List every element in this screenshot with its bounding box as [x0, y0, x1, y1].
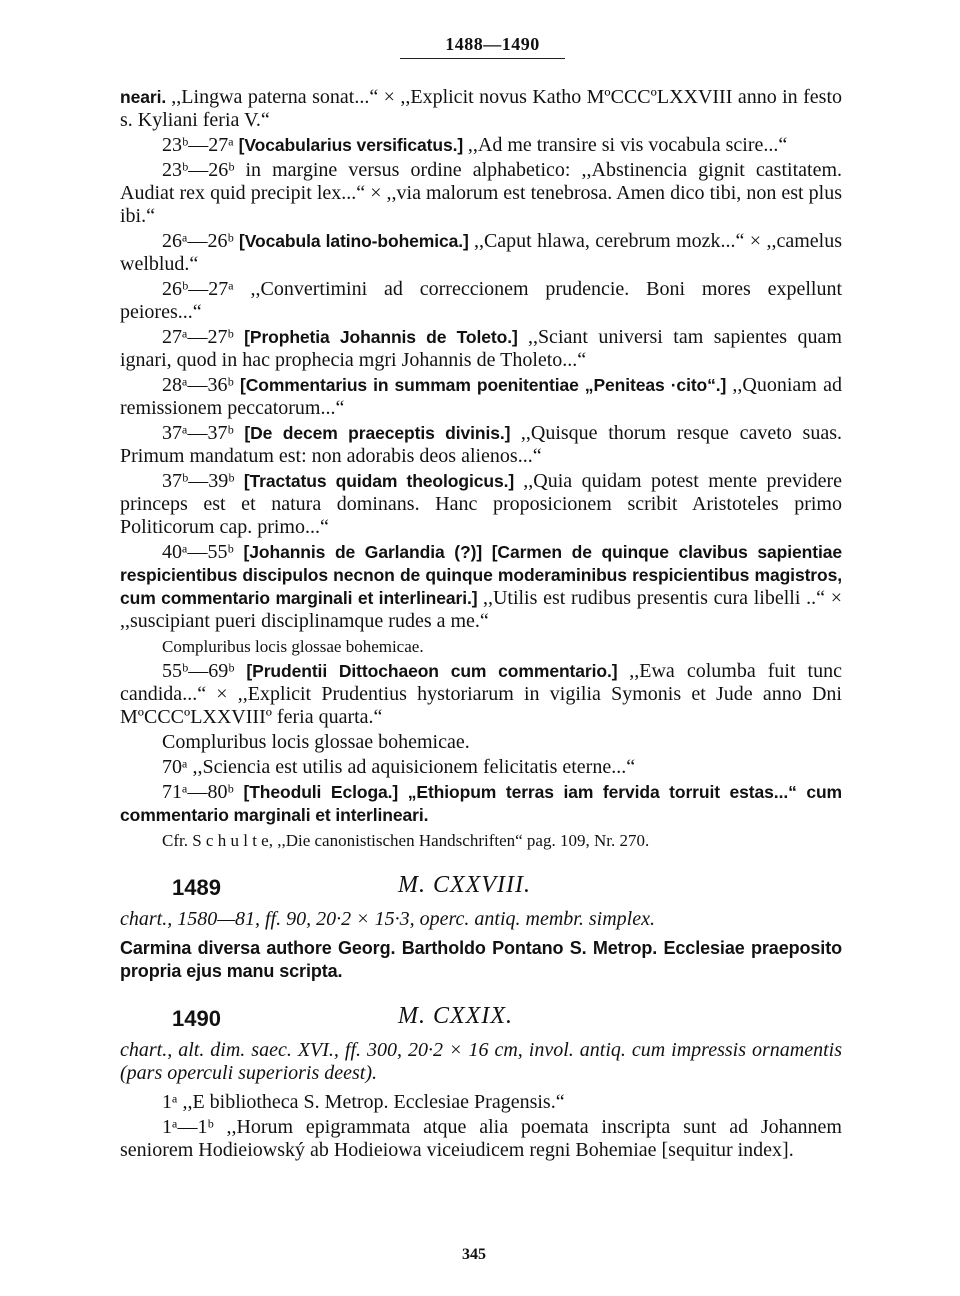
item-title: [Prophetia Johannis de Toleto.] — [244, 327, 528, 347]
entry-1490-description: chart., alt. dim. saec. XVI., ff. 300, 20·2 × 16 cm, invol. antiq. cum impressis ornamentis (pars operculi superioris deest). — [120, 1039, 842, 1084]
entry-1490-line-2: 1ᵃ—1ᵇ ,,Horum epigrammata atque alia poemata inscripta sunt ad Johannem seniorem Hodieiowský ab Hodieiowa viceiudicem regni Bohemiae [sequitur index]. — [120, 1116, 842, 1161]
item-70a — [120, 756, 842, 779]
incipit: ,,Caput hlawa, cerebrum mozk...“ × ,,camelus welblud.“ — [120, 230, 842, 275]
incipit: ,,Quisque thorum resque caveto suas. Primum mandatum est: non adorabis deos alienos...“ — [120, 422, 842, 467]
item-23b-26b — [120, 159, 842, 228]
text: 23ᵇ—26ᵇ in margine versus ordine alphabetico: ,,Abstinencia gignit castitatem. Audiat rex quid precipit lex...“ × ,,via malorum est tenebrosa. Amen dico tibi, non est plus ibi.“ — [120, 159, 842, 227]
item-37b-39b — [120, 470, 842, 539]
folio: 27ᵃ—27ᵇ — [162, 326, 245, 348]
entry-number: 1490 — [172, 1006, 221, 1031]
item-23b-27a — [120, 134, 842, 157]
text: ,,Lingwa paterna sonat...“ × ,,Explicit novus Katho MºCCCºLXXVIII anno in festo s. Kyliani feria V.“ — [120, 86, 842, 131]
folio: 71ᵃ—80ᵇ — [162, 781, 244, 803]
item-28a-36b — [120, 374, 842, 420]
folio: 37ᵇ—39ᵇ — [162, 470, 244, 492]
incipit: ,,Quoniam ad remissionem peccatorum...“ — [120, 374, 842, 419]
page-number: 345 — [462, 1246, 486, 1263]
entry-1490-heading — [120, 1003, 842, 1039]
entry-1489-heading — [120, 872, 842, 908]
item-55b-69b — [120, 660, 842, 729]
folio: 26ᵃ—26ᵇ — [162, 230, 240, 252]
item-71a-80b — [120, 781, 842, 827]
folio: 23ᵇ—27ᵃ — [162, 134, 239, 156]
bold-text: neari. — [120, 87, 172, 107]
item-26a-26b — [120, 230, 842, 276]
running-header: 1488—1490 — [445, 34, 540, 54]
item-title: [Johannis de Garlandia (?)] [Carmen de quinque clavibus sapientiae respicientibus discipulos necnon de quinque moderaminibus respicientibus magistros, cum commentario marginali et interlineari.] — [120, 542, 842, 608]
item-title: [Theoduli Ecloga.] „Ethiopum terras iam fervida torruit estas...“ cum commentario marginali et interlineari. — [120, 782, 842, 825]
item-title: [Prudentii Dittochaeon cum commentario.] — [246, 661, 630, 681]
item-title: [Tractatus quidam theologicus.] — [243, 471, 524, 491]
incipit: ,,Ewa columba fuit tunc candida...“ × ,,Explicit Prudentius hystoriarum in vigilia Symonis et Jude anno Dni MºCCCºLXXVIIIº feria quarta.“ — [120, 660, 842, 728]
item-title: [Vocabula latino-bohemica.] — [239, 231, 474, 251]
item-40a-55b — [120, 541, 842, 633]
entry-1489-description: chart., 1580—81, ff. 90, 20·2 × 15·3, operc. antiq. membr. simplex. — [120, 908, 655, 930]
reference-note — [120, 829, 842, 852]
entry-1490-line-1: 1ᵃ ,,E bibliotheca S. Metrop. Ecclesiae Pragensis.“ — [162, 1091, 565, 1113]
entry-1488-continuation — [120, 86, 842, 132]
text: Compluribus locis glossae bohemicae. — [162, 637, 424, 656]
incipit: ,,Utilis est rudibus presentis cura libelli ..“ × ,,suscipiant pueri disciplinamque rudes a me.“ — [120, 587, 842, 632]
folio: 40ᵃ—55ᵇ — [162, 541, 244, 563]
incipit: ,,Sciant universi tam sapientes quam ignari, quod in hac prophecia mgri Johannis de Tholeto...“ — [120, 326, 842, 371]
entry-number: 1489 — [172, 875, 221, 900]
text: Cfr. S c h u l t e, ,,Die canonistischen Handschriften“ pag. 109, Nr. 270. — [162, 831, 650, 850]
note-glossae — [120, 635, 842, 658]
page-body — [120, 86, 842, 1164]
item-27a-27b — [120, 326, 842, 372]
entry-shelfmark: M. CXXVIII. — [398, 872, 531, 898]
incipit: ,,Ad me transire si vis vocabula scire...“ — [467, 134, 788, 156]
entry-1489-content: Carmina diversa authore Georg. Bartholdo Pontano S. Metrop. Ecclesiae praeposito propria ejus manu scripta. — [120, 938, 842, 981]
text: 26ᵇ—27ᵃ ,,Convertimini ad correccionem prudencie. Boni mores expellunt peiores...“ — [120, 278, 842, 323]
folio: 55ᵇ—69ᵇ — [162, 660, 247, 682]
text: Compluribus locis glossae bohemicae. — [162, 731, 470, 753]
entry-shelfmark: M. CXXIX. — [398, 1003, 513, 1029]
text: 70ᵃ ,,Sciencia est utilis ad aquisicionem felicitatis eterne...“ — [162, 756, 636, 778]
item-title: [Commentarius in summam poenitentiae „Peniteas ·cito“.] — [239, 375, 733, 395]
item-title: [Vocabularius versificatus.] — [238, 135, 468, 155]
item-37a-37b — [120, 422, 842, 468]
item-title: [De decem praeceptis divinis.] — [244, 423, 521, 443]
folio: 28ᵃ—36ᵇ — [162, 374, 240, 396]
incipit: ,,Quia quidam potest mente previdere princeps est et natura dominans. Hanc proposicionem scribit Aristoteles primo Politicorum cap. primo...“ — [120, 470, 843, 538]
header-rule — [400, 58, 565, 59]
folio: 37ᵃ—37ᵇ — [162, 422, 245, 444]
item-26b-27a — [120, 278, 842, 324]
note-glossae-2 — [120, 731, 842, 754]
